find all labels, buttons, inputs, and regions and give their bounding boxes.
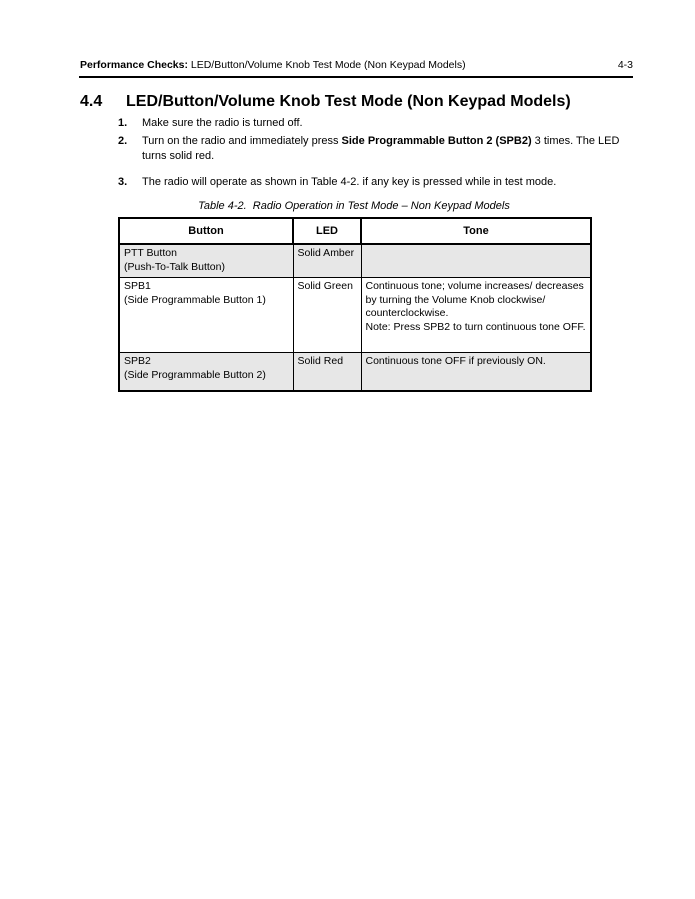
- table-row-ptt: [119, 244, 591, 278]
- col-header-led: LED: [293, 218, 361, 244]
- running-header-title: [80, 59, 466, 72]
- step-text-bold: Side Programmable Button 2 (SPB2): [341, 135, 532, 147]
- step-text-after: 3 times. The LED turns solid red.: [142, 135, 620, 162]
- step-text: [142, 134, 630, 164]
- step-number: 2.: [118, 135, 128, 147]
- button-name: PTT Button: [124, 247, 177, 259]
- step-text-before: Turn on the radio and immediately press: [142, 135, 342, 147]
- cell-led: Solid Amber: [293, 244, 361, 278]
- col-header-button: Button: [119, 218, 293, 244]
- running-header-title-rest: LED/Button/Volume Knob Test Mode (Non Keypad Models): [187, 59, 466, 71]
- button-name: SPB2: [124, 355, 151, 367]
- page-number: 4-3: [617, 59, 633, 71]
- tone-text: Continuous tone; volume increases/ decreases by turning the Volume Knob clockwise/ counterclockwise.: [365, 280, 584, 319]
- step-number: 1.: [118, 117, 128, 129]
- section-heading: [80, 92, 633, 112]
- step-number: 3.: [118, 176, 128, 188]
- running-header-title-bold: Performance Checks:: [80, 59, 188, 71]
- col-header-tone: Tone: [361, 218, 591, 244]
- button-description: (Push-To-Talk Button): [124, 260, 225, 273]
- table-row-spb1: [119, 278, 591, 353]
- button-description: (Side Programmable Button 1): [124, 293, 266, 306]
- cell-button: [119, 353, 293, 391]
- step-text: The radio will operate as shown in Table 4-2. if any key is pressed while in test mode.: [142, 176, 557, 188]
- step-text: Make sure the radio is turned off.: [142, 117, 303, 129]
- button-name: SPB1: [124, 280, 151, 292]
- cell-tone: [361, 278, 591, 353]
- step-item-2: [118, 134, 630, 164]
- running-header: [80, 59, 633, 72]
- table-header-row: [119, 218, 591, 244]
- step-item-3: [118, 175, 648, 190]
- test-mode-table: [118, 217, 592, 392]
- cell-tone: [361, 244, 591, 278]
- cell-led: Solid Red: [293, 353, 361, 391]
- table-row-spb2: [119, 353, 591, 391]
- section-title: LED/Button/Volume Knob Test Mode (Non Keypad Models): [126, 93, 571, 110]
- step-item-1: [118, 116, 623, 131]
- tone-note: Note: Press SPB2 to turn continuous tone OFF.: [365, 320, 586, 333]
- button-description: (Side Programmable Button 2): [124, 368, 266, 381]
- cell-led: Solid Green: [293, 278, 361, 353]
- table-caption: Table 4-2. Radio Operation in Test Mode – Non Keypad Models: [198, 200, 510, 212]
- header-divider: [79, 76, 633, 78]
- cell-button: [119, 278, 293, 353]
- cell-tone: Continuous tone OFF if previously ON.: [361, 353, 591, 391]
- cell-button: [119, 244, 293, 278]
- section-number: 4.4: [80, 93, 103, 110]
